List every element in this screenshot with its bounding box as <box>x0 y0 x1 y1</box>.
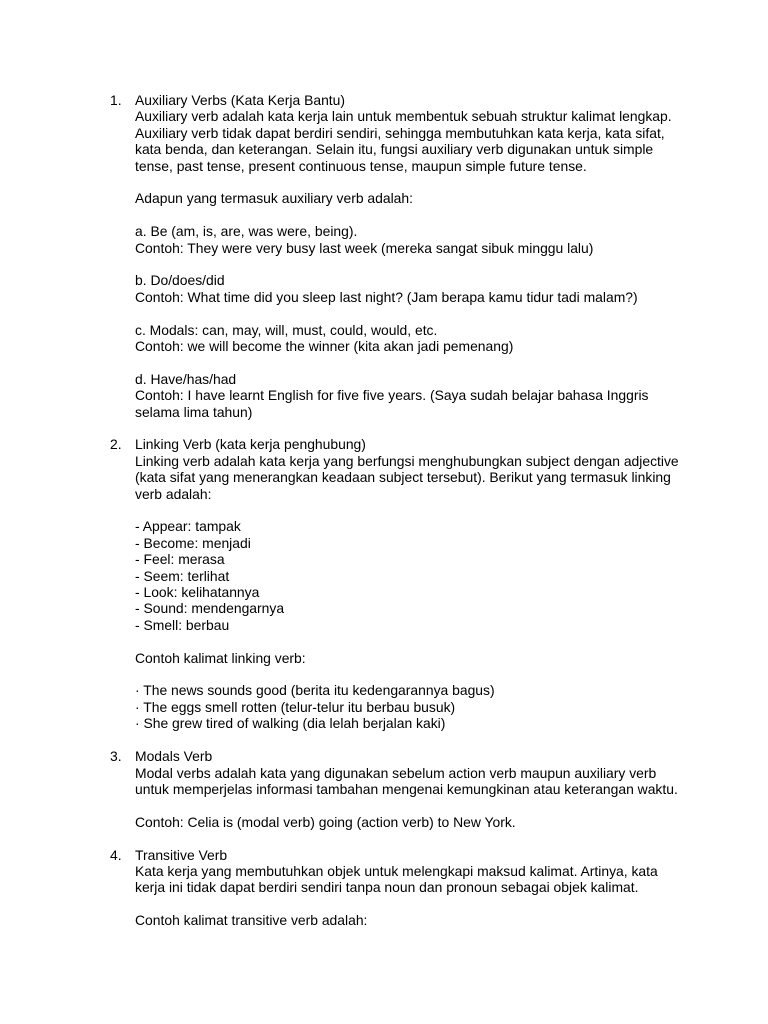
item-example: selama lima tahun) <box>135 403 253 420</box>
term-item: - Feel: merasa <box>135 551 225 568</box>
section-linking-verb <box>110 436 679 732</box>
section-title: Transitive Verb <box>135 846 228 863</box>
section-title: Auxiliary Verbs (Kata Kerja Bantu) <box>135 92 346 108</box>
item-example: Contoh: we will become the winner (kita akan jadi pemenang) <box>135 338 514 355</box>
item-example: Contoh: I have learnt English for five five years. (Saya sudah belajar bahasa Inggris <box>135 387 649 404</box>
paragraph-line: kerja ini tidak dapat berdiri sendiri tanpa noun dan pronoun sebagai objek kalimat. <box>135 879 639 896</box>
paragraph-line: tense, past tense, present continuous tense, maupun simple future tense. <box>135 157 587 174</box>
example-sentence: · The eggs smell rotten (telur-telur itu berbau busuk) <box>135 698 456 715</box>
examples-intro: Contoh kalimat transitive verb adalah: <box>135 912 368 929</box>
example-sentence: · She grew tired of walking (dia lelah berjalan kaki) <box>135 715 446 732</box>
section-number: 3. <box>110 748 122 765</box>
paragraph-line: untuk memperjelas informasi tambahan mengenai kemungkinan atau keterangan waktu. <box>135 780 678 797</box>
example-sentence: Contoh: Celia is (modal verb) going (action verb) to New York. <box>135 813 516 830</box>
term-item: - Become: menjadi <box>135 534 251 551</box>
term-item: - Sound: mendengarnya <box>135 600 285 617</box>
section-number: 2. <box>110 436 122 453</box>
paragraph-line: (kata sifat yang menerangkan keadaan subject tersebut). Berikut yang termasuk linking <box>135 469 671 486</box>
section-transitive-verb <box>110 847 670 929</box>
item-label: a. Be (am, is, are, was were, being). <box>135 223 358 240</box>
example-sentence: · The news sounds good (berita itu kedengarannya bagus) <box>135 682 495 699</box>
term-item: - Look: kelihatannya <box>135 584 260 601</box>
item-example: Contoh: What time did you sleep last night? (Jam berapa kamu tidur tadi malam?) <box>135 288 638 305</box>
section-auxiliary-verbs <box>110 92 670 420</box>
section-title: Linking Verb (kata kerja penghubung) <box>135 436 366 453</box>
item-example: Contoh: They were very busy last week (mereka sangat sibuk minggu lalu) <box>135 239 594 256</box>
list-intro: Adapun yang termasuk auxiliary verb adalah: <box>135 190 413 207</box>
paragraph-line: Auxiliary verb adalah kata kerja lain untuk membentuk sebuah struktur kalimat lengkap. <box>135 108 672 125</box>
item-label: d. Have/has/had <box>135 370 237 387</box>
paragraph-line: Auxiliary verb tidak dapat berdiri sendiri, sehingga membutuhkan kata kerja, kata sifat, <box>135 124 665 141</box>
paragraph-line: kata benda, dan keterangan. Selain itu, fungsi auxiliary verb digunakan untuk simple <box>135 141 654 158</box>
term-item: - Appear: tampak <box>135 518 241 535</box>
term-item: - Seem: terlihat <box>135 567 230 584</box>
section-number: 4. <box>110 846 122 863</box>
item-label: c. Modals: can, may, will, must, could, would, etc. <box>135 321 438 338</box>
section-title: Modals Verb <box>135 748 213 765</box>
numbered-list <box>110 92 679 929</box>
section-modals-verb <box>110 748 678 830</box>
term-item: - Smell: berbau <box>135 616 230 633</box>
paragraph-line: Modal verbs adalah kata yang digunakan sebelum action verb maupun auxiliary verb <box>135 764 657 781</box>
paragraph-line: Kata kerja yang membutuhkan objek untuk melengkapi maksud kalimat. Artinya, kata <box>135 862 658 879</box>
paragraph-line: Linking verb adalah kata kerja yang berfungsi menghubungkan subject dengan adjective <box>135 452 679 469</box>
paragraph-line: verb adalah: <box>135 485 212 502</box>
item-label: b. Do/does/did <box>135 272 225 289</box>
examples-intro: Contoh kalimat linking verb: <box>135 649 306 666</box>
section-number: 1. <box>110 92 122 108</box>
